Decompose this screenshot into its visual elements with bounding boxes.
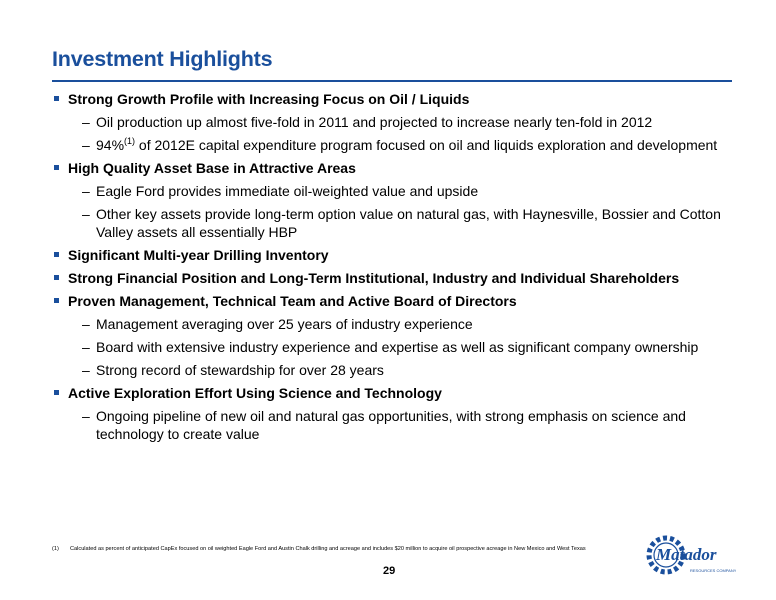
bullet-text: Strong Financial Position and Long-Term Institutional, Industry and Individual Shareholders bbox=[68, 270, 680, 286]
sub-bullet bbox=[52, 205, 742, 241]
sub-bullet bbox=[52, 407, 742, 443]
dash-icon: – bbox=[82, 408, 90, 424]
sub-bullet bbox=[52, 338, 742, 356]
bullet-exploration bbox=[52, 384, 742, 402]
bullet-text: Active Exploration Effort Using Science and Technology bbox=[68, 385, 442, 401]
sub-bullet bbox=[52, 113, 742, 131]
square-bullet-icon bbox=[54, 298, 59, 303]
dash-icon: – bbox=[82, 339, 90, 355]
bullet-asset-base bbox=[52, 159, 742, 177]
bullet-management bbox=[52, 292, 742, 310]
square-bullet-icon bbox=[54, 390, 59, 395]
square-bullet-icon bbox=[54, 275, 59, 280]
capex-percent: 94% bbox=[96, 137, 125, 153]
footnote-ref: (1) bbox=[124, 136, 136, 146]
capex-text: of 2012E capital expenditure program focused on oil and liquids exploration and development bbox=[135, 137, 718, 153]
logo-tagline: RESOURCES COMPANY bbox=[690, 568, 736, 573]
bullet-text: Proven Management, Technical Team and Active Board of Directors bbox=[68, 293, 517, 309]
title-divider bbox=[52, 80, 732, 82]
dash-icon: – bbox=[82, 316, 90, 332]
sub-bullet bbox=[52, 182, 742, 200]
square-bullet-icon bbox=[54, 165, 59, 170]
page-title: Investment Highlights bbox=[52, 47, 273, 71]
page-number: 29 bbox=[383, 565, 396, 577]
square-bullet-icon bbox=[54, 252, 59, 257]
bullet-growth-profile bbox=[52, 90, 742, 108]
sub-bullet-text: Board with extensive industry experience and expertise as well as significant company ownership bbox=[96, 339, 699, 355]
sub-bullet-text: Ongoing pipeline of new oil and natural gas opportunities, with strong emphasis on science and technology to create value bbox=[96, 408, 686, 442]
footnote-marker: (1) bbox=[52, 546, 59, 552]
dash-icon: – bbox=[82, 206, 90, 222]
sub-bullet-text: Other key assets provide long-term option value on natural gas, with Haynesville, Bossier and Cotton Valley assets all essentially HBP bbox=[96, 206, 721, 240]
highlights-list bbox=[52, 90, 742, 443]
matador-gear-logo bbox=[646, 532, 736, 578]
bullet-text: Significant Multi-year Drilling Inventory bbox=[68, 247, 329, 263]
sub-bullet-text: Oil production up almost five-fold in 2011 and projected to increase nearly ten-fold in 2012 bbox=[96, 114, 653, 130]
sub-bullet-text: Strong record of stewardship for over 28 years bbox=[96, 362, 384, 378]
logo-wordmark: Matador bbox=[656, 545, 717, 564]
sub-bullet bbox=[52, 136, 742, 154]
bullet-text: Strong Growth Profile with Increasing Focus on Oil / Liquids bbox=[68, 91, 470, 107]
dash-icon: – bbox=[82, 137, 90, 153]
footnote bbox=[52, 546, 586, 552]
square-bullet-icon bbox=[54, 96, 59, 101]
bullet-drilling-inventory bbox=[52, 246, 742, 264]
dash-icon: – bbox=[82, 114, 90, 130]
footnote-text: Calculated as percent of anticipated CapEx focused on oil weighted Eagle Ford and Austin Chalk drilling and acreage and includes $20 million to acquire oil prospective acreage in New Mexico and West Texas bbox=[70, 546, 586, 552]
sub-bullet-text: Management averaging over 25 years of industry experience bbox=[96, 316, 473, 332]
sub-bullet bbox=[52, 361, 742, 379]
sub-bullet-text bbox=[82, 136, 742, 154]
sub-bullet-text: Eagle Ford provides immediate oil-weighted value and upside bbox=[96, 183, 479, 199]
sub-bullet bbox=[52, 315, 742, 333]
dash-icon: – bbox=[82, 183, 90, 199]
bullet-text: High Quality Asset Base in Attractive Areas bbox=[68, 160, 356, 176]
bullet-financial-position bbox=[52, 269, 742, 287]
dash-icon: – bbox=[82, 362, 90, 378]
